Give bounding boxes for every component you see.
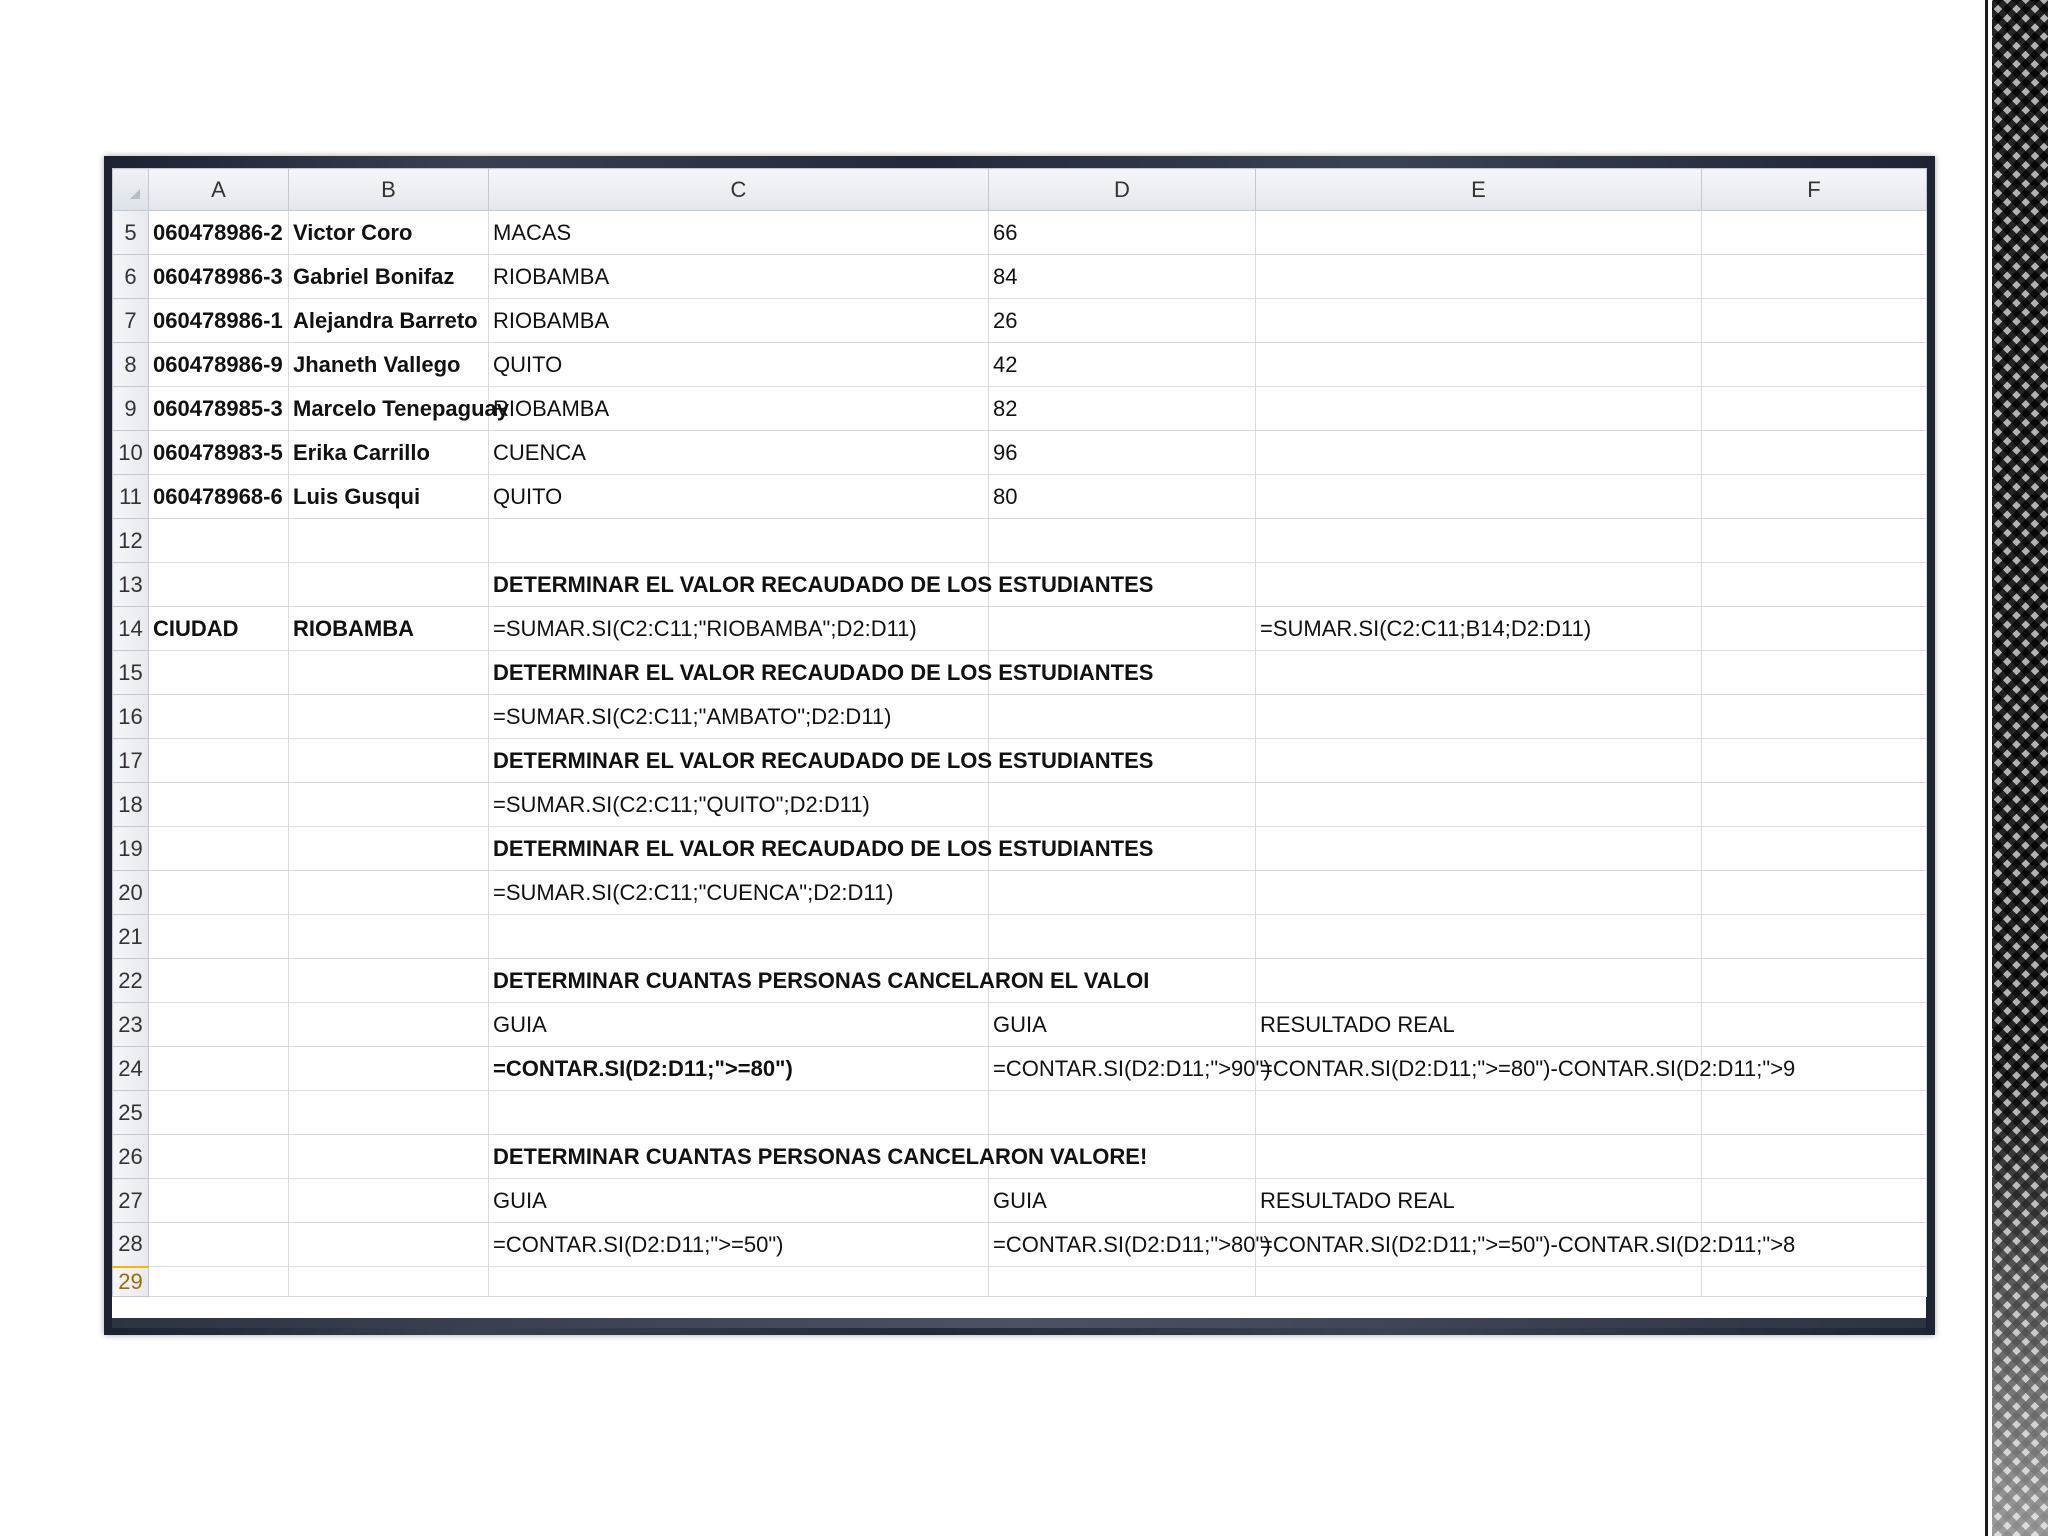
table-row xyxy=(113,651,1927,695)
row-header[interactable]: 25 xyxy=(113,1091,149,1135)
cell-a[interactable]: 060478986-2 xyxy=(149,211,289,255)
cell-c[interactable]: GUIA xyxy=(489,1179,989,1223)
table-row xyxy=(113,695,1927,739)
cell-f[interactable] xyxy=(1702,959,1927,1003)
cell-b[interactable]: Marcelo Tenepaguay xyxy=(289,387,489,431)
cell-f[interactable] xyxy=(1702,871,1927,915)
cell-e[interactable] xyxy=(1256,563,1702,607)
row-header[interactable]: 22 xyxy=(113,959,149,1003)
cell-c[interactable]: MACAS xyxy=(489,211,989,255)
cell-e[interactable] xyxy=(1256,827,1702,871)
cell-c[interactable]: DETERMINAR EL VALOR RECAUDADO DE LOS ESTUDIANTES xyxy=(489,563,989,607)
row-header[interactable]: 7 xyxy=(113,299,149,343)
cell-c[interactable]: QUITO xyxy=(489,475,989,519)
row-header[interactable]: 23 xyxy=(113,1003,149,1047)
window-bottom-edge xyxy=(112,1318,1926,1328)
cell-a[interactable] xyxy=(149,1267,289,1297)
cell-d[interactable] xyxy=(989,519,1256,563)
table-row xyxy=(113,959,1927,1003)
cell-f[interactable] xyxy=(1702,343,1927,387)
table-row xyxy=(113,739,1927,783)
cell-f[interactable] xyxy=(1702,1179,1927,1223)
cell-f[interactable] xyxy=(1702,827,1927,871)
cell-c[interactable]: RIOBAMBA xyxy=(489,299,989,343)
cell-d[interactable]: 26 xyxy=(989,299,1256,343)
cell-f[interactable] xyxy=(1702,475,1927,519)
cell-b[interactable] xyxy=(289,1179,489,1223)
cell-e[interactable] xyxy=(1256,387,1702,431)
table-row xyxy=(113,1179,1927,1223)
row-header[interactable]: 16 xyxy=(113,695,149,739)
cell-d[interactable] xyxy=(989,871,1256,915)
row-header[interactable]: 11 xyxy=(113,475,149,519)
cell-e[interactable] xyxy=(1256,695,1702,739)
cell-e[interactable] xyxy=(1256,211,1702,255)
row-header[interactable]: 26 xyxy=(113,1135,149,1179)
table-row xyxy=(113,1135,1927,1179)
table-row xyxy=(113,783,1927,827)
row-header[interactable]: 15 xyxy=(113,651,149,695)
row-header[interactable]: 9 xyxy=(113,387,149,431)
cell-b[interactable] xyxy=(289,959,489,1003)
cell-b[interactable]: Gabriel Bonifaz xyxy=(289,255,489,299)
cell-d[interactable] xyxy=(989,1267,1256,1297)
cell-e[interactable]: =CONTAR.SI(D2:D11;">=80")-CONTAR.SI(D2:D11;">9 xyxy=(1256,1047,1702,1091)
column-header-b[interactable]: B xyxy=(289,169,489,211)
cell-b[interactable] xyxy=(289,563,489,607)
cell-c[interactable]: =SUMAR.SI(C2:C11;"QUITO";D2:D11) xyxy=(489,783,989,827)
cell-a[interactable]: 060478986-9 xyxy=(149,343,289,387)
cell-c[interactable] xyxy=(489,1091,989,1135)
row-header[interactable]: 21 xyxy=(113,915,149,959)
table-row xyxy=(113,475,1927,519)
table-row xyxy=(113,915,1927,959)
column-header-d[interactable]: D xyxy=(989,169,1256,211)
cell-a[interactable]: CIUDAD xyxy=(149,607,289,651)
cell-c[interactable]: CUENCA xyxy=(489,431,989,475)
cell-b[interactable] xyxy=(289,1003,489,1047)
column-header-row xyxy=(113,169,1927,211)
cell-f[interactable] xyxy=(1702,1003,1927,1047)
cell-e[interactable] xyxy=(1256,1135,1702,1179)
row-header[interactable]: 10 xyxy=(113,431,149,475)
cell-b[interactable]: Erika Carrillo xyxy=(289,431,489,475)
cell-d[interactable] xyxy=(989,1091,1256,1135)
cell-b[interactable] xyxy=(289,871,489,915)
cell-d[interactable] xyxy=(989,695,1256,739)
cell-e[interactable]: =CONTAR.SI(D2:D11;">=50")-CONTAR.SI(D2:D11;">8 xyxy=(1256,1223,1702,1267)
select-all-corner[interactable] xyxy=(113,169,149,211)
row-header[interactable]: 18 xyxy=(113,783,149,827)
cell-d[interactable]: =CONTAR.SI(D2:D11;">80") xyxy=(989,1223,1256,1267)
cell-a[interactable] xyxy=(149,1047,289,1091)
cell-a[interactable] xyxy=(149,827,289,871)
cell-c[interactable] xyxy=(489,1267,989,1297)
cell-e[interactable]: RESULTADO REAL xyxy=(1256,1003,1702,1047)
row-header[interactable]: 12 xyxy=(113,519,149,563)
cell-a[interactable] xyxy=(149,695,289,739)
cell-a[interactable] xyxy=(149,519,289,563)
table-row xyxy=(113,607,1927,651)
cell-c[interactable] xyxy=(489,915,989,959)
row-header[interactable]: 6 xyxy=(113,255,149,299)
table-row xyxy=(113,1091,1927,1135)
cell-c[interactable]: =CONTAR.SI(D2:D11;">=80") xyxy=(489,1047,989,1091)
cell-f[interactable] xyxy=(1702,651,1927,695)
table-row xyxy=(113,343,1927,387)
cell-b[interactable] xyxy=(289,695,489,739)
cell-d[interactable]: 82 xyxy=(989,387,1256,431)
cell-grid xyxy=(112,168,1927,1297)
table-row xyxy=(113,1047,1927,1091)
column-header-c[interactable]: C xyxy=(489,169,989,211)
row-header[interactable]: 20 xyxy=(113,871,149,915)
cell-e[interactable] xyxy=(1256,915,1702,959)
cell-d[interactable]: 84 xyxy=(989,255,1256,299)
cell-b[interactable]: Victor Coro xyxy=(289,211,489,255)
cell-c[interactable]: GUIA xyxy=(489,1003,989,1047)
cell-e[interactable]: RESULTADO REAL xyxy=(1256,1179,1702,1223)
cell-d[interactable]: 66 xyxy=(989,211,1256,255)
cell-a[interactable] xyxy=(149,783,289,827)
cell-d[interactable] xyxy=(989,607,1256,651)
cell-c[interactable]: =CONTAR.SI(D2:D11;">=50") xyxy=(489,1223,989,1267)
cell-f[interactable] xyxy=(1702,563,1927,607)
cell-a[interactable]: 060478986-1 xyxy=(149,299,289,343)
cell-f[interactable] xyxy=(1702,1091,1927,1135)
cell-a[interactable] xyxy=(149,1091,289,1135)
row-header[interactable]: 8 xyxy=(113,343,149,387)
cell-c[interactable]: RIOBAMBA xyxy=(489,255,989,299)
cell-a[interactable] xyxy=(149,739,289,783)
table-row xyxy=(113,255,1927,299)
column-header-e[interactable]: E xyxy=(1256,169,1702,211)
cell-d[interactable]: 96 xyxy=(989,431,1256,475)
cell-c[interactable]: RIOBAMBA xyxy=(489,387,989,431)
cell-f[interactable] xyxy=(1702,255,1927,299)
cell-b[interactable] xyxy=(289,519,489,563)
spreadsheet-grid xyxy=(112,168,1926,1318)
table-row xyxy=(113,211,1927,255)
row-header[interactable]: 17 xyxy=(113,739,149,783)
cell-b[interactable]: Luis Gusqui xyxy=(289,475,489,519)
cell-e[interactable]: =SUMAR.SI(C2:C11;B14;D2:D11) xyxy=(1256,607,1702,651)
cell-f[interactable] xyxy=(1702,915,1927,959)
row-header[interactable]: 5 xyxy=(113,211,149,255)
cell-b[interactable]: Alejandra Barreto xyxy=(289,299,489,343)
table-row xyxy=(113,519,1927,563)
select-all-icon xyxy=(130,189,140,199)
cell-e[interactable] xyxy=(1256,343,1702,387)
cell-e[interactable] xyxy=(1256,651,1702,695)
cell-b[interactable] xyxy=(289,1223,489,1267)
cell-d[interactable] xyxy=(989,783,1256,827)
cell-b[interactable]: Jhaneth Vallego xyxy=(289,343,489,387)
cell-e[interactable] xyxy=(1256,871,1702,915)
row-header[interactable]: 14 xyxy=(113,607,149,651)
cell-e[interactable] xyxy=(1256,431,1702,475)
table-row xyxy=(113,827,1927,871)
cell-b[interactable] xyxy=(289,739,489,783)
cell-e[interactable] xyxy=(1256,255,1702,299)
column-header-a[interactable]: A xyxy=(149,169,289,211)
cell-d[interactable]: =CONTAR.SI(D2:D11;">90") xyxy=(989,1047,1256,1091)
cell-d[interactable]: GUIA xyxy=(989,1179,1256,1223)
cell-a[interactable]: 060478985-3 xyxy=(149,387,289,431)
row-header[interactable]: 29 xyxy=(113,1267,149,1297)
table-row xyxy=(113,563,1927,607)
cell-d[interactable]: 80 xyxy=(989,475,1256,519)
table-row xyxy=(113,1267,1927,1297)
cell-f[interactable] xyxy=(1702,387,1927,431)
cell-f[interactable] xyxy=(1702,783,1927,827)
cell-c[interactable]: DETERMINAR CUANTAS PERSONAS CANCELARON EL VALOI xyxy=(489,959,989,1003)
table-row xyxy=(113,299,1927,343)
cell-b[interactable] xyxy=(289,915,489,959)
cell-b[interactable] xyxy=(289,1267,489,1297)
cell-e[interactable] xyxy=(1256,1267,1702,1297)
cell-f[interactable] xyxy=(1702,607,1927,651)
cell-b[interactable] xyxy=(289,783,489,827)
cell-c[interactable]: QUITO xyxy=(489,343,989,387)
cell-a[interactable]: 060478983-5 xyxy=(149,431,289,475)
row-header[interactable]: 19 xyxy=(113,827,149,871)
cell-c[interactable]: DETERMINAR CUANTAS PERSONAS CANCELARON VALORE! xyxy=(489,1135,989,1179)
table-row xyxy=(113,1223,1927,1267)
cell-b[interactable] xyxy=(289,1047,489,1091)
cell-c[interactable]: DETERMINAR EL VALOR RECAUDADO DE LOS ESTUDIANTES xyxy=(489,739,989,783)
cell-c[interactable]: DETERMINAR EL VALOR RECAUDADO DE LOS ESTUDIANTES xyxy=(489,651,989,695)
cell-b[interactable]: RIOBAMBA xyxy=(289,607,489,651)
cell-c[interactable]: DETERMINAR EL VALOR RECAUDADO DE LOS ESTUDIANTES xyxy=(489,827,989,871)
cell-a[interactable] xyxy=(149,1003,289,1047)
table-row xyxy=(113,431,1927,475)
cell-f[interactable] xyxy=(1702,211,1927,255)
row-header[interactable]: 13 xyxy=(113,563,149,607)
decorative-border-strip xyxy=(1985,0,2048,1536)
cell-e[interactable] xyxy=(1256,519,1702,563)
cell-a[interactable] xyxy=(149,1223,289,1267)
cell-e[interactable] xyxy=(1256,1091,1702,1135)
row-header[interactable]: 28 xyxy=(113,1223,149,1267)
cell-a[interactable] xyxy=(149,915,289,959)
table-row xyxy=(113,1003,1927,1047)
cell-a[interactable] xyxy=(149,651,289,695)
cell-f[interactable] xyxy=(1702,695,1927,739)
cell-b[interactable] xyxy=(289,1091,489,1135)
table-row xyxy=(113,387,1927,431)
cell-a[interactable] xyxy=(149,959,289,1003)
cell-f[interactable] xyxy=(1702,431,1927,475)
table-row xyxy=(113,871,1927,915)
cell-e[interactable] xyxy=(1256,739,1702,783)
cell-b[interactable] xyxy=(289,827,489,871)
cell-a[interactable] xyxy=(149,1135,289,1179)
cell-a[interactable] xyxy=(149,871,289,915)
column-header-f[interactable]: F xyxy=(1702,169,1927,211)
cell-b[interactable] xyxy=(289,1135,489,1179)
cell-a[interactable]: 060478968-6 xyxy=(149,475,289,519)
cell-c[interactable]: =SUMAR.SI(C2:C11;"AMBATO";D2:D11) xyxy=(489,695,989,739)
cell-a[interactable] xyxy=(149,563,289,607)
cell-c[interactable] xyxy=(489,519,989,563)
cell-d[interactable] xyxy=(989,915,1256,959)
cell-c[interactable]: =SUMAR.SI(C2:C11;"RIOBAMBA";D2:D11) xyxy=(489,607,989,651)
cell-f[interactable] xyxy=(1702,739,1927,783)
cell-e[interactable] xyxy=(1256,783,1702,827)
cell-d[interactable]: 42 xyxy=(989,343,1256,387)
row-header[interactable]: 24 xyxy=(113,1047,149,1091)
cell-f[interactable] xyxy=(1702,1267,1927,1297)
cell-e[interactable] xyxy=(1256,959,1702,1003)
cell-a[interactable]: 060478986-3 xyxy=(149,255,289,299)
cell-b[interactable] xyxy=(289,651,489,695)
cell-d[interactable]: GUIA xyxy=(989,1003,1256,1047)
cell-f[interactable] xyxy=(1702,519,1927,563)
cell-e[interactable] xyxy=(1256,299,1702,343)
spreadsheet-screenshot-frame xyxy=(104,156,1935,1335)
cell-e[interactable] xyxy=(1256,475,1702,519)
row-header[interactable]: 27 xyxy=(113,1179,149,1223)
cell-a[interactable] xyxy=(149,1179,289,1223)
cell-f[interactable] xyxy=(1702,299,1927,343)
cell-f[interactable] xyxy=(1702,1135,1927,1179)
cell-c[interactable]: =SUMAR.SI(C2:C11;"CUENCA";D2:D11) xyxy=(489,871,989,915)
